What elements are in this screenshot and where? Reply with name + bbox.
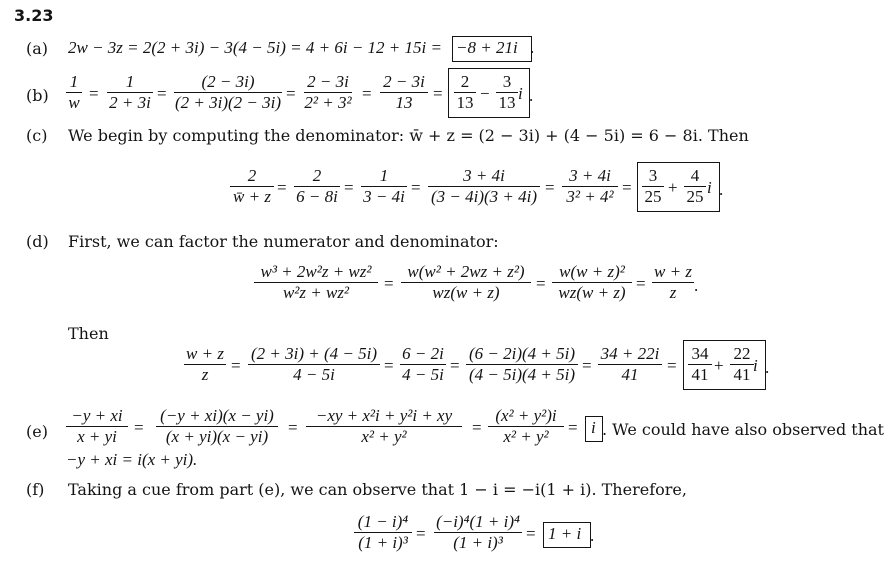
part-d-answer-frac-2: 22 41 [730, 344, 754, 385]
part-e-frac-1: −y + xi x + yi [66, 406, 128, 447]
part-d-answer-frac-1: 34 41 [688, 344, 712, 385]
part-a-period: . [530, 38, 535, 57]
part-b-label: (b) [26, 86, 49, 105]
equals-sign: = [636, 274, 646, 293]
part-c-period: . [719, 180, 724, 199]
part-c-label: (c) [26, 126, 48, 145]
part-c-answer-frac-2: 4 25 [684, 166, 706, 207]
part-d-period-1: . [694, 276, 699, 295]
equals-sign: = [157, 84, 167, 103]
part-c-frac-5: 3 + 4i 3² + 4² [562, 166, 618, 207]
part-a-work: 2w − 3z = 2(2 + 3i) − 3(4 − 5i) = 4 + 6i − 12 + 15i = [68, 38, 442, 57]
part-d-text: First, we can factor the numerator and denominator: [68, 232, 499, 251]
part-b-answer-frac-1: 2 13 [454, 72, 476, 113]
equals-sign: = [416, 524, 426, 543]
part-b-answer-i: i [518, 84, 523, 103]
part-d-frac-6: (2 + 3i) + (4 − 5i) 4 − 5i [248, 344, 380, 385]
part-e-text-line2: −y + xi = i(x + yi). [66, 450, 198, 469]
equals-sign: = [231, 356, 241, 375]
part-b-frac-3: (2 − 3i) (2 + 3i)(2 − 3i) [174, 72, 282, 112]
equals-sign: = [450, 356, 460, 375]
equals-sign: = [568, 418, 578, 437]
equals-sign: = [545, 178, 555, 197]
equals-sign: = [667, 356, 677, 375]
part-d-answer-op: + [714, 356, 724, 375]
equals-sign: = [384, 274, 394, 293]
equals-sign: = [288, 418, 298, 437]
equals-sign: = [536, 274, 546, 293]
part-b-frac-2: 1 2 + 3i [107, 72, 153, 113]
part-a-answer: −8 + 21i [456, 38, 518, 57]
part-d-frac-8: (6 − 2i)(4 + 5i) (4 − 5i)(4 + 5i) [466, 344, 578, 385]
part-d-label: (d) [26, 232, 49, 251]
part-d-frac-5: w + z z [184, 344, 226, 385]
part-d-frac-1: w³ + 2w²z + wz² w²z + wz² [254, 262, 378, 303]
part-c-answer-i: i [707, 178, 712, 197]
part-b-frac-5: 2 − 3i 13 [380, 72, 428, 113]
part-c-answer-frac-1: 3 25 [642, 166, 664, 207]
part-f-label: (f) [26, 480, 45, 499]
equals-sign: = [622, 178, 632, 197]
part-e-frac-3: −xy + x²i + y²i + xy x² + y² [306, 406, 462, 447]
part-e-frac-4: (x² + y²)i x² + y² [488, 406, 564, 447]
part-c-text: We begin by computing the denominator: w̄ + z = (2 − 3i) + (4 − 5i) = 6 − 8i. Then [68, 126, 749, 145]
part-d-then: Then [68, 324, 109, 343]
equals-sign: = [89, 84, 99, 103]
part-f-answer: 1 + i [548, 524, 582, 543]
part-e-text: . We could have also observed that [602, 420, 884, 439]
part-b-period: . [529, 86, 534, 105]
equals-sign: = [344, 178, 354, 197]
part-d-frac-9: 34 + 22i 41 [598, 344, 662, 385]
equals-sign: = [384, 356, 394, 375]
part-f-frac-2: (−i)⁴(1 + i)⁴ (1 + i)³ [434, 512, 522, 553]
equals-sign: = [134, 418, 144, 437]
problem-number: 3.23 [14, 6, 54, 25]
part-a-label: (a) [26, 39, 49, 58]
equals-sign: = [362, 84, 372, 103]
part-d-frac-4: w + z z [652, 262, 694, 303]
equals-sign: = [277, 178, 287, 197]
part-d-frac-2: w(w² + 2wz + z²) wz(w + z) [401, 262, 531, 303]
part-c-answer-op: + [668, 178, 678, 197]
equals-sign: = [286, 84, 296, 103]
equals-sign: = [472, 418, 482, 437]
part-d-period-2: . [765, 358, 770, 377]
equals-sign: = [526, 524, 536, 543]
equals-sign: = [411, 178, 421, 197]
part-b-answer-op: − [480, 84, 490, 103]
part-c-frac-3: 1 3 − 4i [361, 166, 407, 207]
part-d-answer-i: i [753, 356, 758, 375]
part-f-period: . [590, 526, 595, 545]
part-d-frac-7: 6 − 2i 4 − 5i [400, 344, 446, 385]
part-b-frac-4: 2 − 3i 2² + 3² [304, 72, 352, 112]
part-c-frac-4: 3 + 4i (3 − 4i)(3 + 4i) [428, 166, 540, 207]
equals-sign: = [582, 356, 592, 375]
part-b-frac-1: 1 w [66, 72, 82, 113]
part-c-frac-1: 2 w̄ + z [230, 166, 274, 207]
part-f-text: Taking a cue from part (e), we can observe that 1 − i = −i(1 + i). Therefore, [68, 480, 687, 499]
part-c-frac-2: 2 6 − 8i [294, 166, 340, 207]
part-e-frac-2: (−y + xi)(x − yi) (x + yi)(x − yi) [156, 406, 278, 447]
part-e-label: (e) [26, 422, 48, 441]
equals-sign: = [433, 84, 443, 103]
part-d-frac-3: w(w + z)² wz(w + z) [552, 262, 632, 303]
part-e-answer: i [591, 418, 596, 437]
part-f-frac-1: (1 − i)⁴ (1 + i)³ [354, 512, 412, 553]
part-b-answer-frac-2: 3 13 [496, 72, 518, 113]
